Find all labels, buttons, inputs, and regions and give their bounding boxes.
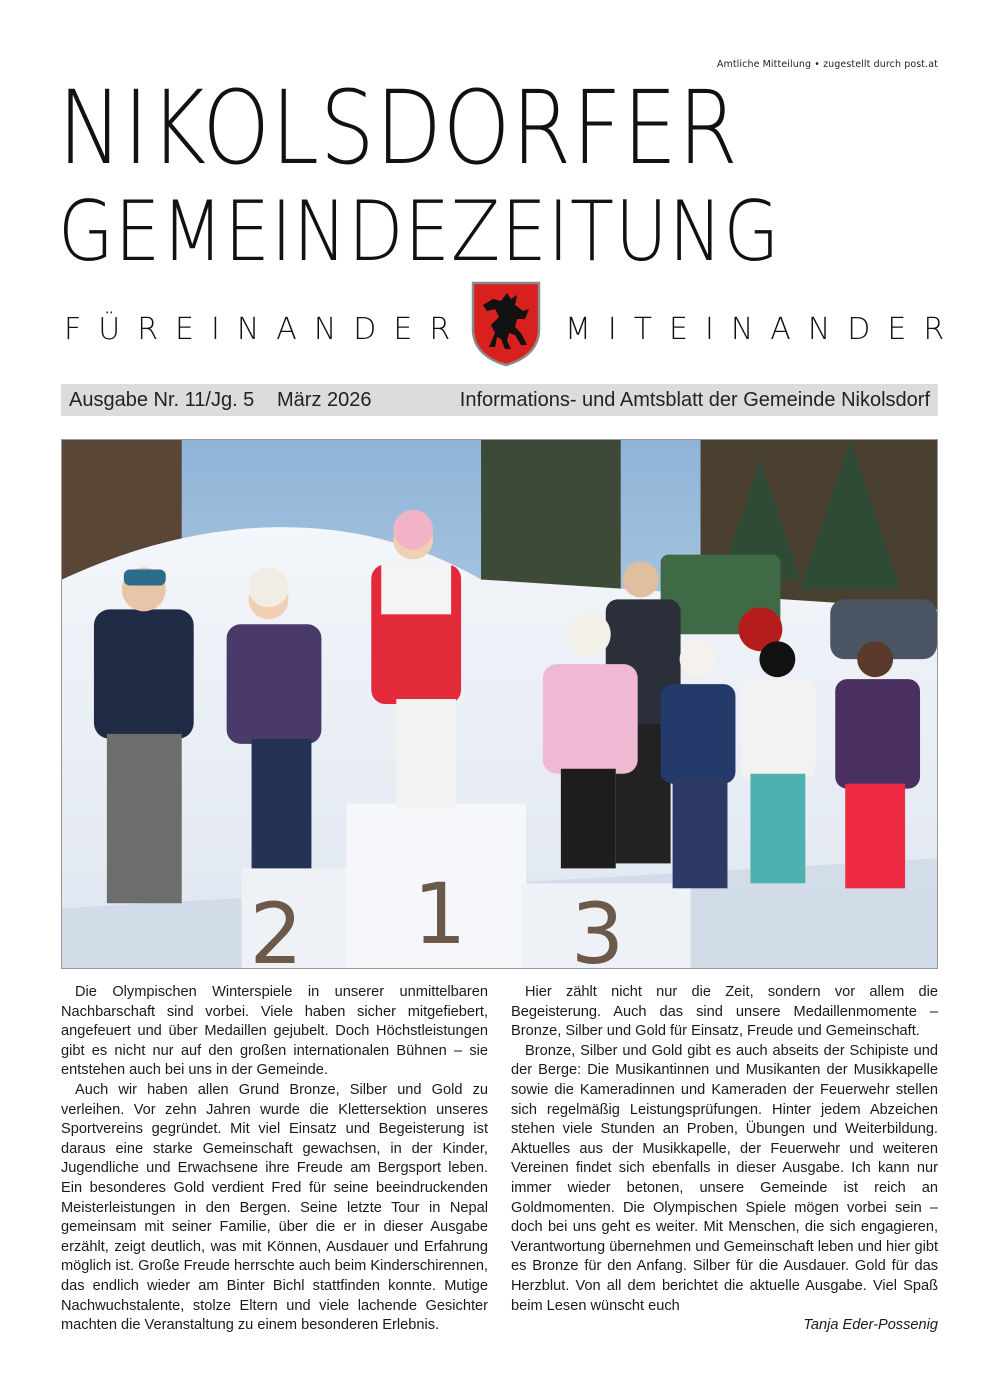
podium-number-3: 3 [570,885,625,968]
slogan-right: MITEINANDER [565,312,962,347]
masthead-title-line2: GEMEINDEZEITUNG [58,183,781,280]
issue-number: Ausgabe Nr. 11/Jg. 5 [69,389,255,411]
slogan-left: FÜREINANDER [64,312,468,347]
article-column-left [61,983,488,1336]
issue-date: März 2026 [277,389,372,411]
cover-photo [61,439,938,969]
podium-number-2: 2 [249,885,303,968]
article-column-right [511,983,938,1316]
article-paragraph: Die Olympischen Winterspiele in unserer unmittelbaren Nachbarschaft sind vorbei. Viele haben sicher mitgefiebert, angefeuert und über Medaillen gejubelt. Doch Höchstleistungen gibt es nicht nur auf den großen internationalen Bühnen – sie entstehen auch bei uns in der Gemeinde. [61,984,488,1079]
article-paragraph: Auch wir haben allen Grund Bronze, Silber und Gold zu verleihen. Vor zehn Jahren wurde die Klettersektion unseres Sportvereins gegründet. Mit viel Einsatz und Begeisterung ist daraus eine starke Gemeinschaft gewachsen, in der Kinder, Jugendliche und Erwachsene ihre Freude am Bergsport leben. Ein besonderes Gold verdient Fred für seine beeindruckenden Meisterleistungen in den Bergen. Seine letzte Tour in Nepal gemeinsam mit seiner Familie, über die er in dieser Ausgabe erzählt, zeigt deutlich, was mit Können, Ausdauer und Erfahrung möglich ist. Große Freude herrschte auch beim Kinderschirennen, das endlich wieder am Binter Bichl stattfinden konnte. Mutige Nachwuchstalente, stolze Eltern und viele lachende Gesichter machten die Veranstaltung zu einem besonderen Erlebnis. [61,1081,488,1334]
podium-number-1: 1 [413,865,467,964]
coat-of-arms-icon [471,281,541,367]
article-paragraph: Bronze, Silber und Gold gibt es auch abseits der Schipiste und der Berge: Die Musikantinnen und Musikanten der Musikkapelle sowie die Kameradinnen und Kameraden der Feuerwehr stellen sich regelmäßig Leistungsprüfungen. Hinter jedem Abzeichen stehen viele Stunden an Proben, Übungen und Weiterbildung. Aktuelles aus der Musikkapelle, der Feuerwehr und weiteren Vereinen findet sich ebenfalls in dieser Ausgabe. Ich kann nur immer wieder betonen, unsere Gemeinde ist reich an Goldmomenten. Die Olympischen Spiele mögen vorbei sein – doch bei uns geht es weiter. Mit Menschen, die sich engagieren, Verantwortung übernehmen und Gemeinschaft leben und hier gibt es Bronze für den Anfang. Silber für die Ausdauer. Gold für das Herzblut. Von all dem berichtet die aktuelle Ausgabe. Viel Spaß beim Lesen wünscht euch [511,1042,938,1314]
author-signature: Tanja Eder-Possenig [803,1317,938,1333]
delivery-notice: Amtliche Mitteilung • zugestellt durch post.at [716,59,938,70]
newspaper-subtitle: Informations- und Amtsblatt der Gemeinde Nikolsdorf [459,389,930,411]
masthead-title-line1: NIKOLSDORFER [58,69,739,188]
article-paragraph: Hier zählt nicht nur die Zeit, sondern vor allem die Begeisterung. Auch das sind unsere Medaillenmomente – Bronze, Silber und Gold für Einsatz, Freude und Gemeinschaft. [511,984,938,1040]
issue-info-bar [61,384,938,416]
